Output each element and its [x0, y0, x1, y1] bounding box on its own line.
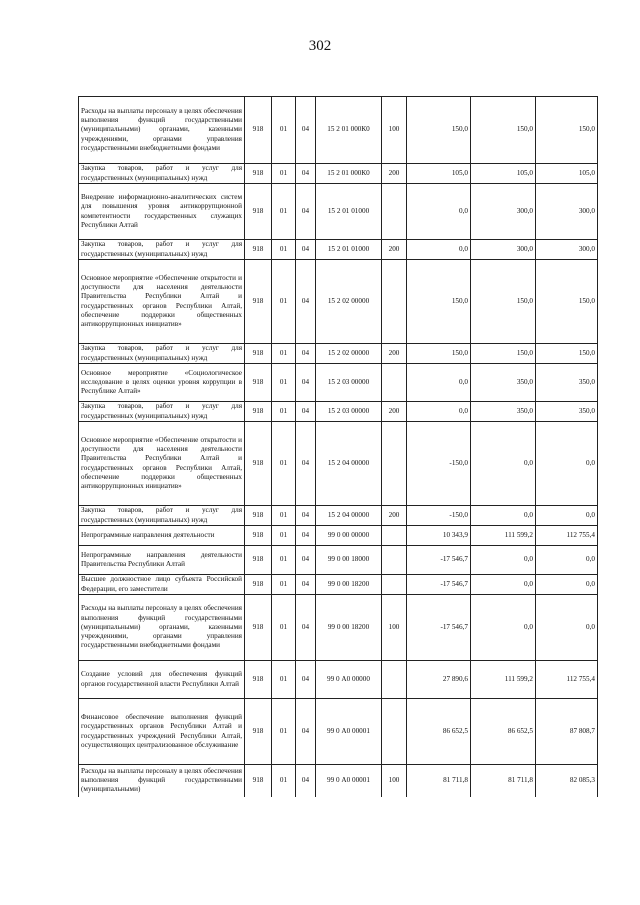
- grbs-code: 918: [245, 402, 272, 422]
- expense-type-code: [382, 661, 407, 699]
- amount-year-2: 81 711,8: [471, 765, 536, 797]
- row-description: Закупка товаров, работ и услуг для государственных (муниципальных) нужд: [79, 402, 245, 422]
- target-article-code: 99 0 00 18200: [316, 575, 382, 595]
- grbs-code: 918: [245, 595, 272, 661]
- row-description: Основное мероприятие «Социологическое исследование в целях оценки уровня коррупции в Республике Алтай»: [79, 364, 245, 402]
- expense-type-code: [382, 364, 407, 402]
- page-number: 302: [308, 38, 332, 54]
- section-code: 01: [272, 526, 296, 546]
- target-article-code: 15 2 01 000К0: [316, 97, 382, 164]
- subsection-code: 04: [296, 260, 316, 344]
- amount-year-2: 105,0: [471, 164, 536, 184]
- expense-type-code: [382, 184, 407, 240]
- section-code: 01: [272, 422, 296, 506]
- row-description: Высшее должностное лицо субъекта Российской Федерации, его заместители: [79, 575, 245, 595]
- row-description: Закупка товаров, работ и услуг для государственных (муниципальных) нужд: [79, 344, 245, 364]
- target-article-code: 99 0 00 18000: [316, 546, 382, 575]
- amount-year-2: 0,0: [471, 506, 536, 526]
- row-description: Создание условий для обеспечения функций органов государственной власти Республики Алтай: [79, 661, 245, 699]
- amount-year-1: -150,0: [407, 422, 471, 506]
- expense-type-code: 100: [382, 765, 407, 797]
- subsection-code: 04: [296, 765, 316, 797]
- amount-year-2: 0,0: [471, 595, 536, 661]
- expense-type-code: [382, 699, 407, 765]
- row-description: Основное мероприятие «Обеспечение открытости и доступности для населения деятельности Правительства Республики Алтай и государственных органов Республики Алтай, обеспечение поддержки общественных антикоррупционных инициатив»: [79, 260, 245, 344]
- target-article-code: 15 2 01 000К0: [316, 164, 382, 184]
- amount-year-3: 300,0: [536, 240, 598, 260]
- amount-year-1: 81 711,8: [407, 765, 471, 797]
- target-article-code: 99 0 А0 00000: [316, 661, 382, 699]
- expense-type-code: 200: [382, 240, 407, 260]
- row-description: Основное мероприятие «Обеспечение открытости и доступности для населения деятельности Правительства Республики Алтай и государственных органов Республики Алтай, обеспечение поддержки общественных антикоррупционных инициатив»: [79, 422, 245, 506]
- subsection-code: 04: [296, 240, 316, 260]
- grbs-code: 918: [245, 765, 272, 797]
- grbs-code: 918: [245, 260, 272, 344]
- amount-year-1: 105,0: [407, 164, 471, 184]
- amount-year-1: 150,0: [407, 260, 471, 344]
- subsection-code: 04: [296, 422, 316, 506]
- grbs-code: 918: [245, 240, 272, 260]
- subsection-code: 04: [296, 595, 316, 661]
- section-code: 01: [272, 765, 296, 797]
- section-code: 01: [272, 97, 296, 164]
- grbs-code: 918: [245, 506, 272, 526]
- target-article-code: 15 2 01 01000: [316, 184, 382, 240]
- row-description: Финансовое обеспечение выполнения функций государственных органов Республики Алтай и государственных учреждений Республики Алтай, осуществляющих централизованное обслуживание: [79, 699, 245, 765]
- section-code: 01: [272, 699, 296, 765]
- table-row: [79, 575, 598, 595]
- amount-year-3: 350,0: [536, 402, 598, 422]
- amount-year-3: 112 755,4: [536, 526, 598, 546]
- amount-year-2: 150,0: [471, 260, 536, 344]
- table-row: [79, 344, 598, 364]
- table-row: [79, 699, 598, 765]
- table-row: [79, 526, 598, 546]
- grbs-code: 918: [245, 699, 272, 765]
- table-row: [79, 97, 598, 164]
- section-code: 01: [272, 595, 296, 661]
- table-row: [79, 260, 598, 344]
- amount-year-3: 350,0: [536, 364, 598, 402]
- amount-year-1: -150,0: [407, 506, 471, 526]
- table-row: [79, 364, 598, 402]
- table-row: [79, 164, 598, 184]
- subsection-code: 04: [296, 575, 316, 595]
- amount-year-3: 105,0: [536, 164, 598, 184]
- expense-type-code: 100: [382, 595, 407, 661]
- grbs-code: 918: [245, 422, 272, 506]
- amount-year-1: 0,0: [407, 402, 471, 422]
- amount-year-2: 350,0: [471, 364, 536, 402]
- table-row: [79, 661, 598, 699]
- target-article-code: 15 2 02 00000: [316, 344, 382, 364]
- expense-type-code: [382, 260, 407, 344]
- subsection-code: 04: [296, 344, 316, 364]
- row-description: Закупка товаров, работ и услуг для государственных (муниципальных) нужд: [79, 240, 245, 260]
- amount-year-1: -17 546,7: [407, 595, 471, 661]
- subsection-code: 04: [296, 184, 316, 240]
- amount-year-2: 0,0: [471, 546, 536, 575]
- expense-type-code: 200: [382, 506, 407, 526]
- amount-year-2: 300,0: [471, 184, 536, 240]
- section-code: 01: [272, 661, 296, 699]
- grbs-code: 918: [245, 526, 272, 546]
- table-row: [79, 765, 598, 797]
- row-description: Расходы на выплаты персоналу в целях обеспечения выполнения функций государственными (муниципальными): [79, 765, 245, 797]
- target-article-code: 15 2 03 00000: [316, 364, 382, 402]
- amount-year-1: 10 343,9: [407, 526, 471, 546]
- amount-year-3: 82 085,3: [536, 765, 598, 797]
- subsection-code: 04: [296, 546, 316, 575]
- amount-year-2: 150,0: [471, 97, 536, 164]
- expense-type-code: 200: [382, 344, 407, 364]
- subsection-code: 04: [296, 402, 316, 422]
- expense-type-code: 100: [382, 97, 407, 164]
- amount-year-3: 300,0: [536, 184, 598, 240]
- section-code: 01: [272, 575, 296, 595]
- target-article-code: 15 2 02 00000: [316, 260, 382, 344]
- grbs-code: 918: [245, 164, 272, 184]
- expense-type-code: [382, 575, 407, 595]
- grbs-code: 918: [245, 546, 272, 575]
- subsection-code: 04: [296, 699, 316, 765]
- amount-year-1: 27 890,6: [407, 661, 471, 699]
- table-row: [79, 546, 598, 575]
- target-article-code: 15 2 03 00000: [316, 402, 382, 422]
- amount-year-3: 0,0: [536, 422, 598, 506]
- amount-year-2: 350,0: [471, 402, 536, 422]
- row-description: Расходы на выплаты персоналу в целях обеспечения выполнения функций государственными (муниципальными) органами, казенными учреждениями, органами управления государственными внебюджетными фондами: [79, 97, 245, 164]
- section-code: 01: [272, 164, 296, 184]
- target-article-code: 15 2 04 00000: [316, 422, 382, 506]
- section-code: 01: [272, 364, 296, 402]
- amount-year-2: 0,0: [471, 575, 536, 595]
- table-row: [79, 240, 598, 260]
- amount-year-1: 0,0: [407, 240, 471, 260]
- target-article-code: 99 0 00 00000: [316, 526, 382, 546]
- grbs-code: 918: [245, 364, 272, 402]
- section-code: 01: [272, 240, 296, 260]
- amount-year-3: 87 808,7: [536, 699, 598, 765]
- target-article-code: 99 0 00 18200: [316, 595, 382, 661]
- amount-year-1: 150,0: [407, 97, 471, 164]
- subsection-code: 04: [296, 97, 316, 164]
- amount-year-2: 300,0: [471, 240, 536, 260]
- amount-year-1: -17 546,7: [407, 575, 471, 595]
- amount-year-2: 0,0: [471, 422, 536, 506]
- amount-year-3: 0,0: [536, 506, 598, 526]
- expense-type-code: [382, 546, 407, 575]
- subsection-code: 04: [296, 506, 316, 526]
- section-code: 01: [272, 344, 296, 364]
- grbs-code: 918: [245, 184, 272, 240]
- section-code: 01: [272, 546, 296, 575]
- amount-year-3: 112 755,4: [536, 661, 598, 699]
- expense-type-code: [382, 422, 407, 506]
- amount-year-1: 0,0: [407, 184, 471, 240]
- table-row: [79, 184, 598, 240]
- expense-type-code: [382, 526, 407, 546]
- grbs-code: 918: [245, 575, 272, 595]
- target-article-code: 15 2 01 01000: [316, 240, 382, 260]
- amount-year-2: 86 652,5: [471, 699, 536, 765]
- row-description: Внедрение информационно-аналитических систем для повышения уровня антикоррупционной компетентности государственных служащих Республики Алтай: [79, 184, 245, 240]
- amount-year-3: 0,0: [536, 546, 598, 575]
- section-code: 01: [272, 402, 296, 422]
- amount-year-3: 150,0: [536, 344, 598, 364]
- amount-year-1: 86 652,5: [407, 699, 471, 765]
- subsection-code: 04: [296, 364, 316, 402]
- subsection-code: 04: [296, 661, 316, 699]
- amount-year-2: 111 599,2: [471, 661, 536, 699]
- amount-year-3: 150,0: [536, 260, 598, 344]
- grbs-code: 918: [245, 661, 272, 699]
- table-row: [79, 402, 598, 422]
- table-row: [79, 506, 598, 526]
- target-article-code: 99 0 А0 00001: [316, 765, 382, 797]
- row-description: Непрограммные направления деятельности: [79, 526, 245, 546]
- amount-year-1: 150,0: [407, 344, 471, 364]
- expense-type-code: 200: [382, 402, 407, 422]
- amount-year-2: 111 599,2: [471, 526, 536, 546]
- expense-type-code: 200: [382, 164, 407, 184]
- amount-year-3: 0,0: [536, 595, 598, 661]
- row-description: Непрограммные направления деятельности Правительства Республики Алтай: [79, 546, 245, 575]
- subsection-code: 04: [296, 526, 316, 546]
- row-description: Закупка товаров, работ и услуг для государственных (муниципальных) нужд: [79, 164, 245, 184]
- budget-table: [78, 96, 598, 797]
- amount-year-1: 0,0: [407, 364, 471, 402]
- amount-year-2: 150,0: [471, 344, 536, 364]
- grbs-code: 918: [245, 344, 272, 364]
- section-code: 01: [272, 506, 296, 526]
- section-code: 01: [272, 260, 296, 344]
- amount-year-1: -17 546,7: [407, 546, 471, 575]
- amount-year-3: 0,0: [536, 575, 598, 595]
- section-code: 01: [272, 184, 296, 240]
- row-description: Закупка товаров, работ и услуг для государственных (муниципальных) нужд: [79, 506, 245, 526]
- amount-year-3: 150,0: [536, 97, 598, 164]
- table-row: [79, 422, 598, 506]
- target-article-code: 15 2 04 00000: [316, 506, 382, 526]
- grbs-code: 918: [245, 97, 272, 164]
- target-article-code: 99 0 А0 00001: [316, 699, 382, 765]
- table-row: [79, 595, 598, 661]
- subsection-code: 04: [296, 164, 316, 184]
- row-description: Расходы на выплаты персоналу в целях обеспечения выполнения функций государственными (муниципальными) органами, казенными учреждениями, органами управления государственными внебюджетными фондами: [79, 595, 245, 661]
